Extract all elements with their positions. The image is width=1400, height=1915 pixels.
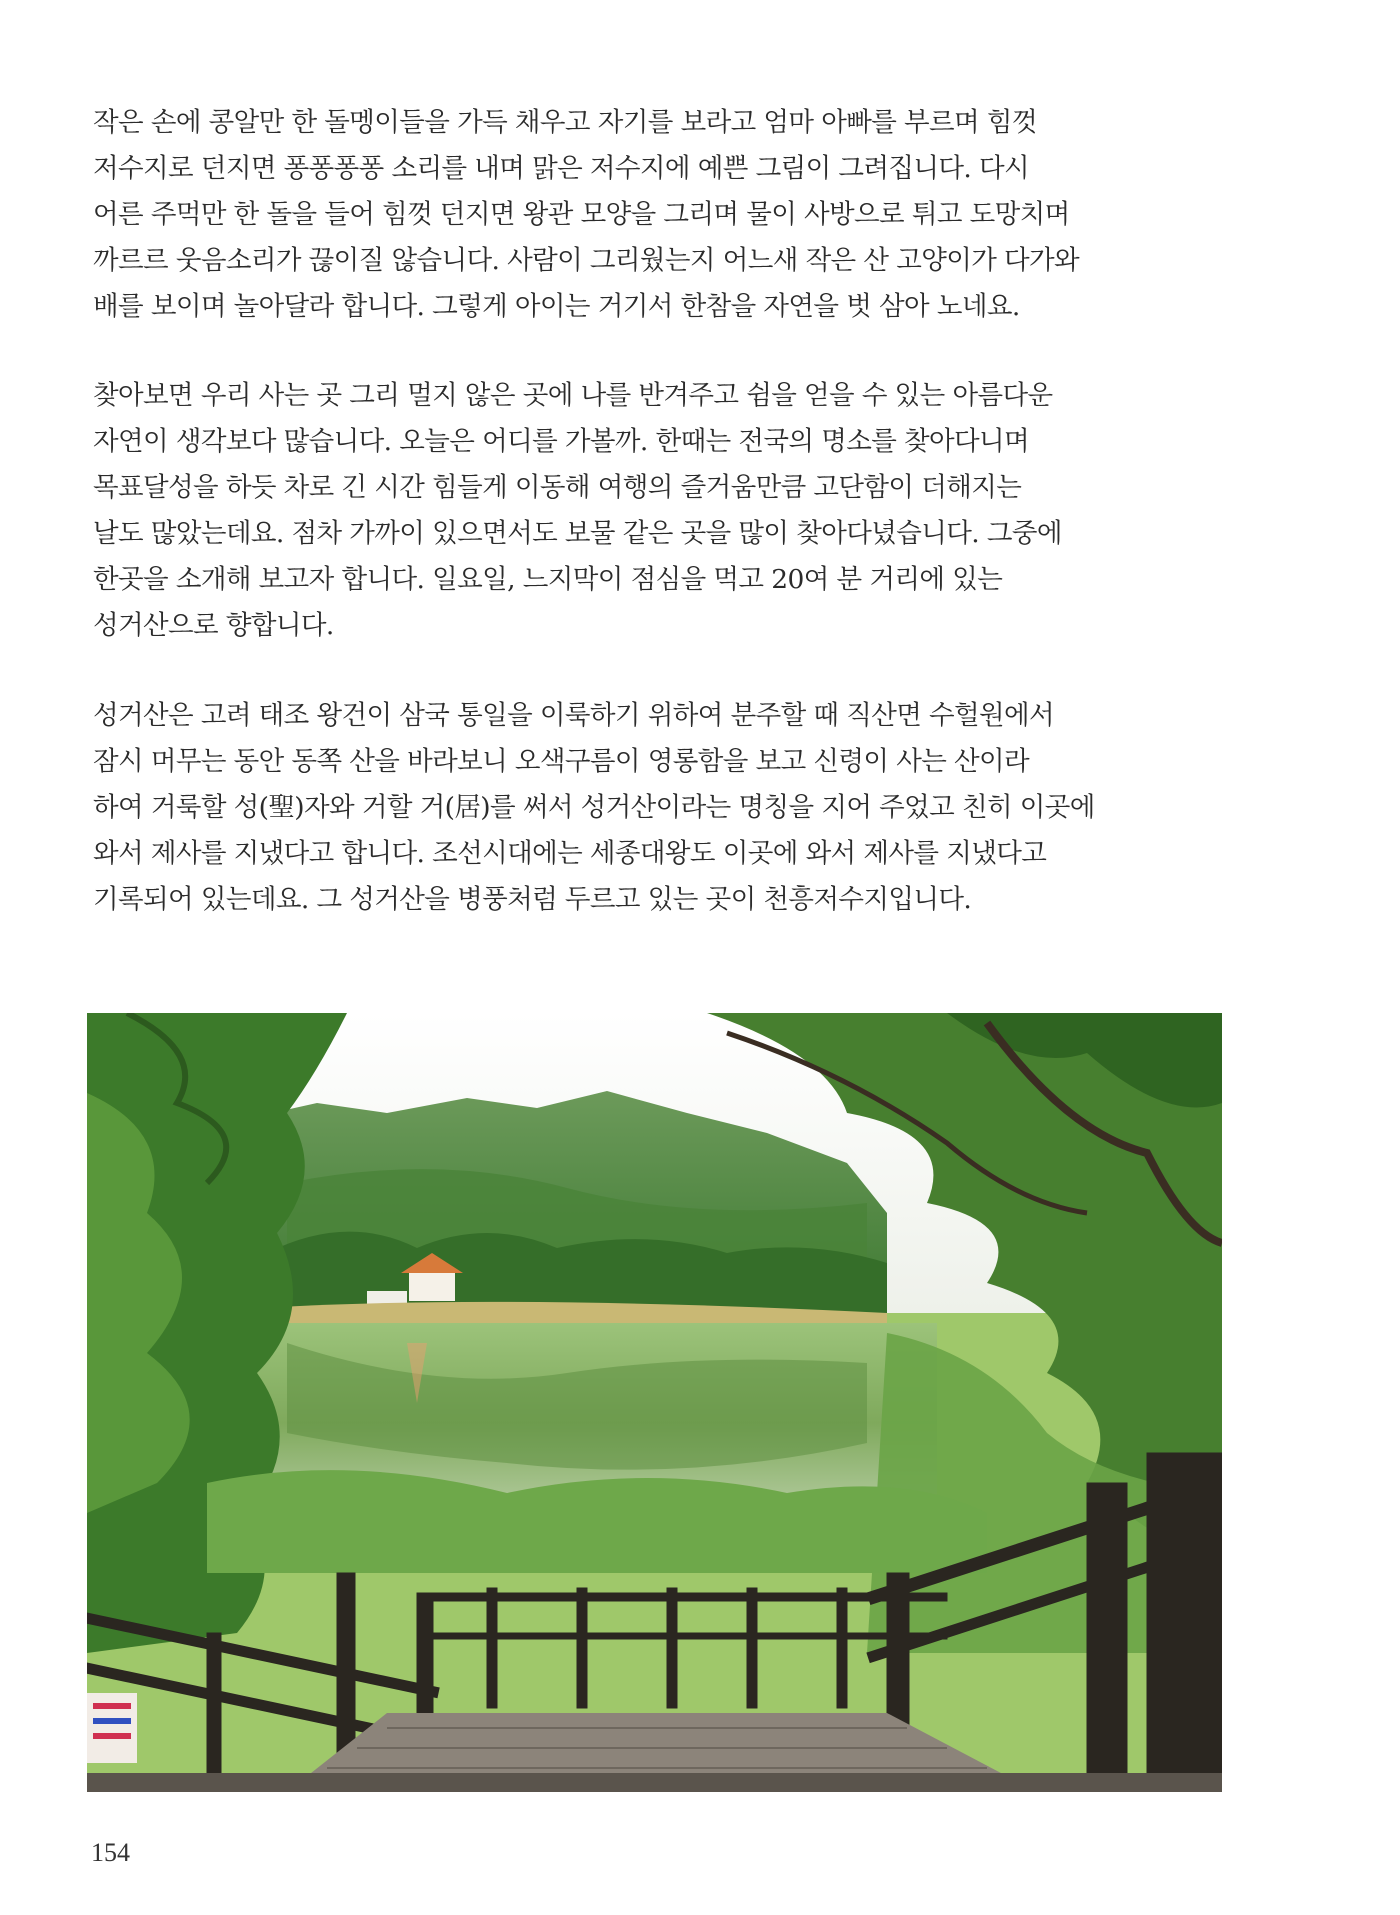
text-line: 작은 손에 콩알만 한 돌멩이들을 가득 채우고 자기를 보라고 엄마 아빠를 부르며 힘껏 xyxy=(93,107,1037,138)
paragraph-2 xyxy=(93,373,1133,649)
text-line: 배를 보이며 놀아달라 합니다. 그렇게 아이는 거기서 한참을 자연을 벗 삼아 노네요. xyxy=(93,291,1020,322)
text-line: 저수지로 던지면 퐁퐁퐁퐁 소리를 내며 맑은 저수지에 예쁜 그림이 그려집니다. 다시 xyxy=(93,153,1030,184)
text-line: 기록되어 있는데요. 그 성거산을 병풍처럼 두르고 있는 곳이 천흥저수지입니다. xyxy=(93,884,972,915)
text-line: 성거산은 고려 태조 왕건이 삼국 통일을 이룩하기 위하여 분주할 때 직산면 수헐원에서 xyxy=(93,700,1055,731)
text-line: 까르르 웃음소리가 끊이질 않습니다. 사람이 그리웠는지 어느새 작은 산 고양이가 다가와 xyxy=(93,245,1080,276)
text-line: 한곳을 소개해 보고자 합니다. 일요일, 느지막이 점심을 먹고 20여 분 거리에 있는 xyxy=(93,564,1003,595)
lake-photo xyxy=(87,1013,1222,1792)
page-number: 154 xyxy=(91,1838,130,1867)
paragraph-3 xyxy=(93,693,1133,923)
text-line: 하여 거룩할 성(聖)자와 거할 거(居)를 써서 성거산이라는 명칭을 지어 주었고 친히 이곳에 xyxy=(93,792,1095,823)
text-line: 와서 제사를 지냈다고 합니다. 조선시대에는 세종대왕도 이곳에 와서 제사를 지냈다고 xyxy=(93,838,1047,869)
text-line: 자연이 생각보다 많습니다. 오늘은 어디를 가볼까. 한때는 전국의 명소를 찾아다니며 xyxy=(93,426,1030,457)
paragraph-1 xyxy=(93,100,1133,330)
text-line: 날도 많았는데요. 점차 가까이 있으면서도 보물 같은 곳을 많이 찾아다녔습니다. 그중에 xyxy=(93,518,1062,549)
text-line: 찾아보면 우리 사는 곳 그리 멀지 않은 곳에 나를 반겨주고 쉼을 얻을 수 있는 아름다운 xyxy=(93,380,1053,411)
text-line: 잠시 머무는 동안 동쪽 산을 바라보니 오색구름이 영롱함을 보고 신령이 사는 산이라 xyxy=(93,746,1030,777)
lake-photo-illustration xyxy=(87,1013,1222,1792)
text-line: 어른 주먹만 한 돌을 들어 힘껏 던지면 왕관 모양을 그리며 물이 사방으로 튀고 도망치며 xyxy=(93,199,1070,230)
text-line: 목표달성을 하듯 차로 긴 시간 힘들게 이동해 여행의 즐거움만큼 고단함이 더해지는 xyxy=(93,472,1022,503)
text-line: 성거산으로 향합니다. xyxy=(93,610,334,641)
